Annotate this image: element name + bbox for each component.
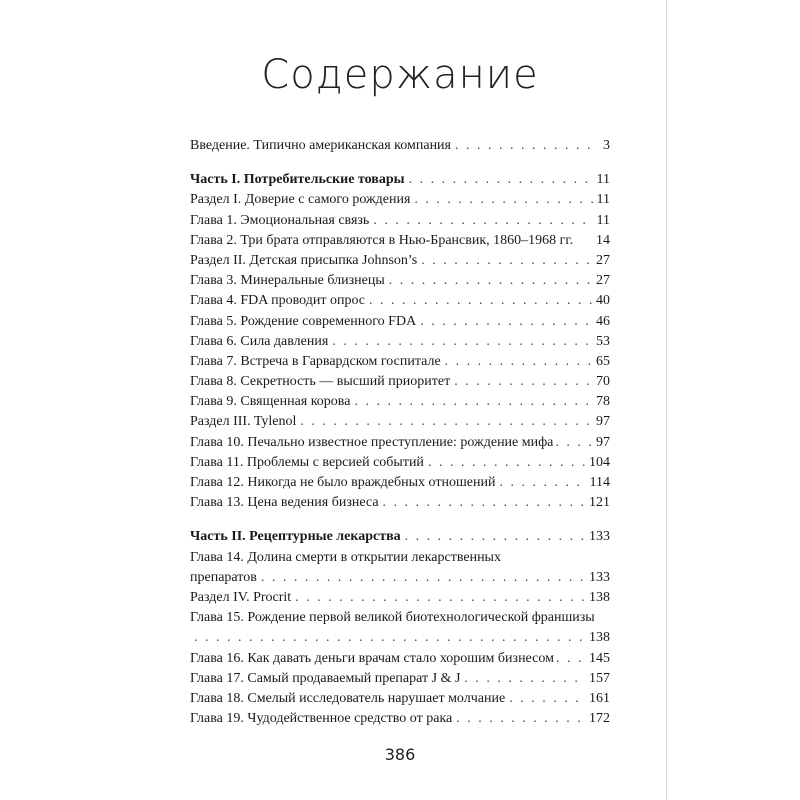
leader-dots [405, 527, 585, 547]
toc-entry[interactable] [190, 669, 610, 689]
toc-entry[interactable] [190, 453, 610, 473]
leader-dots [421, 251, 592, 271]
toc-entry-page: 14 [596, 232, 610, 248]
page-edge-divider [666, 0, 667, 800]
leader-dots [389, 271, 592, 291]
leader-dots [509, 689, 585, 709]
toc-entry-label: Глава 6. Сила давления [190, 333, 329, 349]
toc-entry[interactable] [190, 709, 610, 729]
toc-entry-label: Раздел II. Детская присыпка Johnson’s [190, 252, 418, 268]
toc-entry[interactable] [190, 211, 610, 231]
toc-entry-page: 46 [596, 313, 610, 329]
toc-entry-label: Глава 16. Как давать деньги врачам стало хорошим бизнесом [190, 650, 554, 666]
toc-entry-page: 70 [596, 374, 610, 390]
toc-entry-label: Глава 17. Самый продаваемый препарат J & J [190, 670, 461, 686]
page-number: 386 [384, 745, 416, 764]
toc-entry-page: 97 [596, 434, 610, 450]
toc-entry-label: Глава 18. Смелый исследователь нарушает молчание [190, 690, 506, 706]
toc-entry-ch14-line1[interactable]: Глава 14. Долина смерти в открытии лекарственных [190, 549, 501, 565]
toc-entry[interactable] [190, 649, 610, 669]
toc-part-1-header[interactable] [190, 170, 610, 190]
toc-entry-ch14-line2[interactable] [190, 568, 610, 588]
leader-dots [455, 136, 599, 156]
toc-entry-page: 138 [589, 630, 610, 646]
toc-entry-section-4[interactable] [190, 588, 610, 608]
toc-entry-ch15-line2[interactable] [190, 628, 610, 648]
toc-entry-page: 157 [589, 670, 610, 686]
leader-dots [261, 568, 585, 588]
toc-entry-intro[interactable] [190, 136, 610, 156]
leader-dots [295, 588, 585, 608]
toc-entry[interactable] [190, 473, 610, 493]
toc-entry-label: Раздел IV. Procrit [190, 589, 292, 605]
toc-entry-page: 161 [589, 690, 610, 706]
toc-entry-label: Глава 19. Чудодейственное средство от рака [190, 711, 453, 727]
toc-entry-page: 40 [596, 293, 610, 309]
toc-entry[interactable] [190, 251, 610, 271]
toc-entry-label: Глава 10. Печально известное преступление: рождение мифа [190, 434, 554, 450]
toc-entry-page: 172 [589, 711, 610, 727]
toc-entry[interactable] [190, 412, 610, 432]
toc-entry-page: 97 [596, 414, 610, 430]
toc-entry-label: Глава 2. Три брата отправляются в Нью-Брансвик, 1860–1968 гг. [190, 232, 574, 248]
toc-entry-label: Глава 12. Никогда не было враждебных отношений [190, 475, 496, 490]
leader-dots [332, 332, 592, 352]
toc-entry[interactable] [190, 291, 610, 311]
toc-entry[interactable] [190, 332, 610, 352]
toc-entry-label: Глава 3. Минеральные близнецы [190, 273, 385, 289]
toc-entry-page: 145 [589, 650, 610, 666]
toc-entry[interactable] [190, 312, 610, 332]
toc-entry-label: Глава 13. Цена ведения бизнеса [190, 495, 379, 511]
page-title: Содержание [261, 52, 539, 98]
toc-entry[interactable] [190, 372, 610, 392]
toc-entry-label: Глава 7. Встреча в Гарвардском госпитале [190, 353, 441, 369]
toc-entry[interactable] [190, 433, 610, 453]
leader-dots [300, 412, 592, 432]
toc-entry-label: Глава 5. Рождение современного FDA [190, 313, 417, 329]
toc-entry-page: 133 [589, 529, 610, 545]
toc-entry-page: 11 [596, 172, 610, 188]
toc-entry-page: 114 [589, 475, 610, 490]
toc-entry[interactable] [190, 231, 610, 251]
leader-dots [555, 433, 594, 453]
leader-dots [373, 211, 592, 231]
toc-entry-ch15-line1[interactable]: Глава 15. Рождение первой великой биотехнологической франшизы [190, 610, 595, 626]
leader-dots [383, 493, 585, 513]
leader-dots [428, 453, 585, 473]
toc-entry-page: 11 [596, 212, 610, 228]
leader-dots [420, 312, 592, 332]
toc-part-label: Часть II. Рецептурные лекарства [190, 529, 401, 545]
toc-entry-page: 3 [603, 138, 610, 153]
toc-entry[interactable] [190, 352, 610, 372]
toc-entry-label: Введение. Типично американская компания [190, 138, 451, 153]
toc-entry-page: 65 [596, 353, 610, 369]
leader-dots [354, 392, 592, 412]
toc-entry-label: препаратов [190, 569, 257, 585]
table-of-contents [190, 136, 610, 729]
toc-entry-label: Глава 1. Эмоциональная связь [190, 212, 370, 228]
leader-dots [414, 190, 592, 210]
toc-entry-page: 27 [596, 252, 610, 268]
leader-dots [445, 352, 592, 372]
toc-entry-label: Глава 4. FDA проводит опрос [190, 293, 366, 309]
toc-part-label: Часть I. Потребительские товары [190, 172, 405, 188]
toc-entry-page: 104 [589, 454, 610, 470]
toc-entry-page: 121 [589, 495, 610, 511]
toc-entry-page: 11 [596, 192, 610, 208]
toc-entry-label: Раздел III. Tylenol [190, 414, 297, 430]
toc-entry[interactable] [190, 190, 610, 210]
toc-entry-page: 138 [589, 589, 610, 605]
toc-entry-label: Глава 11. Проблемы с версией событий [190, 454, 424, 470]
toc-entry-page: 27 [596, 273, 610, 289]
toc-entry-label: Глава 9. Священная корова [190, 394, 351, 410]
leader-dots [194, 628, 585, 648]
toc-entry[interactable] [190, 493, 610, 513]
leader-dots [556, 649, 587, 669]
leader-dots [454, 372, 592, 392]
toc-entry-page: 53 [596, 333, 610, 349]
toc-part-2-header[interactable] [190, 527, 610, 547]
leader-dots [456, 709, 585, 729]
toc-entry-page: 78 [596, 394, 610, 410]
leader-dots [369, 291, 592, 311]
toc-entry-label: Глава 8. Секретность — высший приоритет [190, 374, 451, 390]
toc-entry[interactable] [190, 689, 610, 709]
leader-dots [499, 473, 585, 493]
toc-entry[interactable] [190, 392, 610, 412]
leader-dots [409, 170, 593, 190]
toc-entry[interactable] [190, 271, 610, 291]
leader-dots [464, 669, 585, 689]
toc-entry-label: Раздел I. Доверие с самого рождения [190, 192, 411, 208]
toc-entry-page: 133 [589, 569, 610, 585]
